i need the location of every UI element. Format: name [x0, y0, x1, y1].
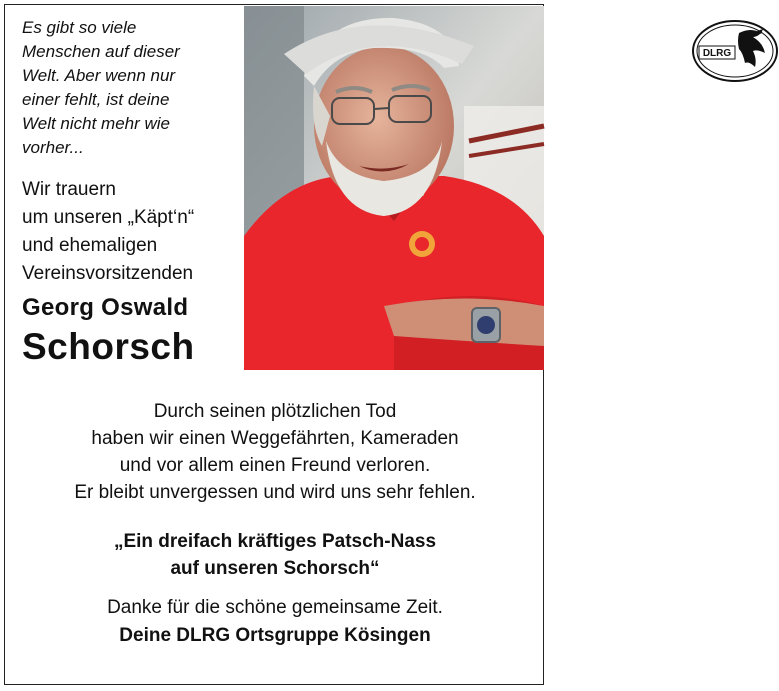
- quote-line: Welt nicht mehr wie: [22, 114, 171, 133]
- signature: [0, 622, 550, 649]
- dlrg-logo: [691, 19, 779, 83]
- message-line: und vor allem einen Freund verloren.: [119, 455, 431, 476]
- quote-line: Es gibt so viele: [22, 18, 137, 37]
- deceased-full-name: Georg Oswald: [22, 294, 189, 321]
- message-line: Er bleibt unvergessen und wird uns sehr fehlen.: [74, 482, 476, 503]
- quote-line: Menschen auf dieser: [22, 42, 180, 61]
- obituary-message: [0, 398, 550, 506]
- intro-line: und ehemaligen: [22, 235, 158, 256]
- intro-line: Vereinsvorsitzenden: [22, 263, 194, 284]
- intro-line: um unseren „Käpt‘n“: [22, 207, 195, 228]
- memorial-quote: [22, 16, 242, 160]
- intro-line: Wir trauern: [22, 179, 116, 200]
- portrait-photo: [244, 6, 732, 370]
- mourning-intro: [22, 176, 252, 288]
- eagle-icon: [691, 19, 779, 83]
- deceased-nickname: Schorsch: [22, 326, 195, 367]
- thanks-text: [0, 594, 550, 621]
- message-line: Durch seinen plötzlichen Tod: [153, 401, 397, 422]
- message-line: haben wir einen Weggefährten, Kameraden: [91, 428, 459, 449]
- quote-line: einer fehlt, ist deine: [22, 90, 170, 109]
- toast-line: „Ein dreifach kräftiges Patsch-Nass: [113, 531, 437, 552]
- toast-line: auf unseren Schorsch“: [170, 558, 380, 579]
- quote-line: Welt. Aber wenn nur: [22, 66, 176, 85]
- quote-line: vorher...: [22, 138, 84, 157]
- toast-text: [0, 528, 550, 582]
- thanks-line: Danke für die schöne gemeinsame Zeit.: [107, 597, 443, 618]
- logo-text: DLRG: [702, 48, 732, 59]
- portrait-illustration: [244, 6, 544, 370]
- signature-line: Deine DLRG Ortsgruppe Kösingen: [119, 625, 431, 646]
